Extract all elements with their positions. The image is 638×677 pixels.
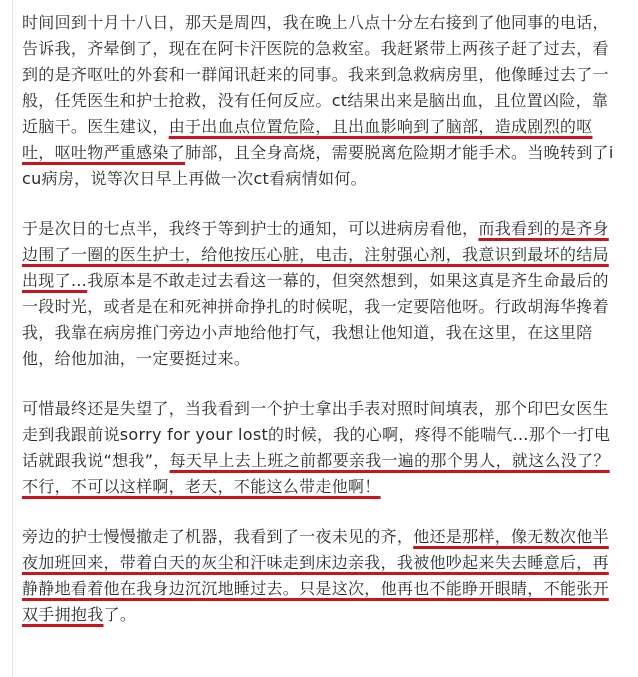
paragraph-4-text: 旁边的护士慢慢撤走了机器，我看到了一夜未见的齐，	[22, 527, 414, 546]
paragraph-1-text: 时间回到十月十八日，那天是周四，我在晚上八点十分左右接到了他同事的电话，告诉我，齐晕倒了，现在在阿卡汗医院的急救室。我赶紧带上两孩子赶了过去，看到的是齐呕吐的外套和一群闻讯赶来的同事。我来到急救病房里，他像睡过去了一般，任凭医生和护士抢救，没有任何反应。ct结果出来是脑出血，且位置凶险，靠近脑干。医生建议，	[22, 13, 609, 136]
paragraph-2-text-end: 我原本是不敢走过去看这一幕的，但突然想到，如果这真是齐生命最后的一段时光，或者是在和死神拼命挣扎的时候呢，我一定要陪他呀。行政胡海华搀着我，我靠在病房推门旁边小声地给他打气，我想让他知道，我在这里，在这里陪他，给他加油，一定要挺过来。	[22, 271, 609, 368]
paragraph-1-text-end: 肺部，且全身高烧，需要脱离危险期才能手术。当晚转到了icu病房，说等次日早上再做一次ct看病情如何。	[22, 143, 614, 188]
paragraph-3	[22, 396, 622, 500]
paragraph-2-text: 于是次日的七点半，我终于等到护士的通知，可以进病房看他，	[22, 219, 479, 238]
paragraph-4-text-end: 了。	[103, 605, 137, 624]
paragraph-4	[22, 524, 622, 628]
paragraph-1-highlight: 由于出血点位置危险，且出血影响到了脑部，造成剧烈的呕吐，呕吐物严重感染了	[22, 117, 593, 162]
paragraph-1	[22, 10, 622, 192]
paragraph-3-highlight: 每天早上去上班之前都要亲我一遍的那个男人，就这么没了？不行，不可以这样啊，老天，不能这么带走他啊！	[22, 451, 610, 496]
paragraph-2-highlight: 而我看到的是齐身边围了一圈的医生护士，给他按压心脏，电击，注射强心剂，我意识到最坏的结局出现了…	[22, 219, 609, 290]
paragraph-3-text: 可惜最终还是失望了，当我看到一个护士拿出手表对照时间填表，那个印巴女医生走到我跟前说sorry for your lost的时候，我的心啊，疼得不能喘气…那个一打电话就跟我说“想我”，	[22, 399, 611, 470]
paragraph-4-highlight: 他还是那样，像无数次他半夜加班回来，带着白天的灰尘和汗味走到床边亲我，我被他吵起来失去睡意后，再静静地看着他在我身边沉沉地睡过去。只是这次，他再也不能睁开眼睛，不能张开双手拥抱我	[22, 527, 609, 624]
paragraph-2	[22, 216, 622, 372]
